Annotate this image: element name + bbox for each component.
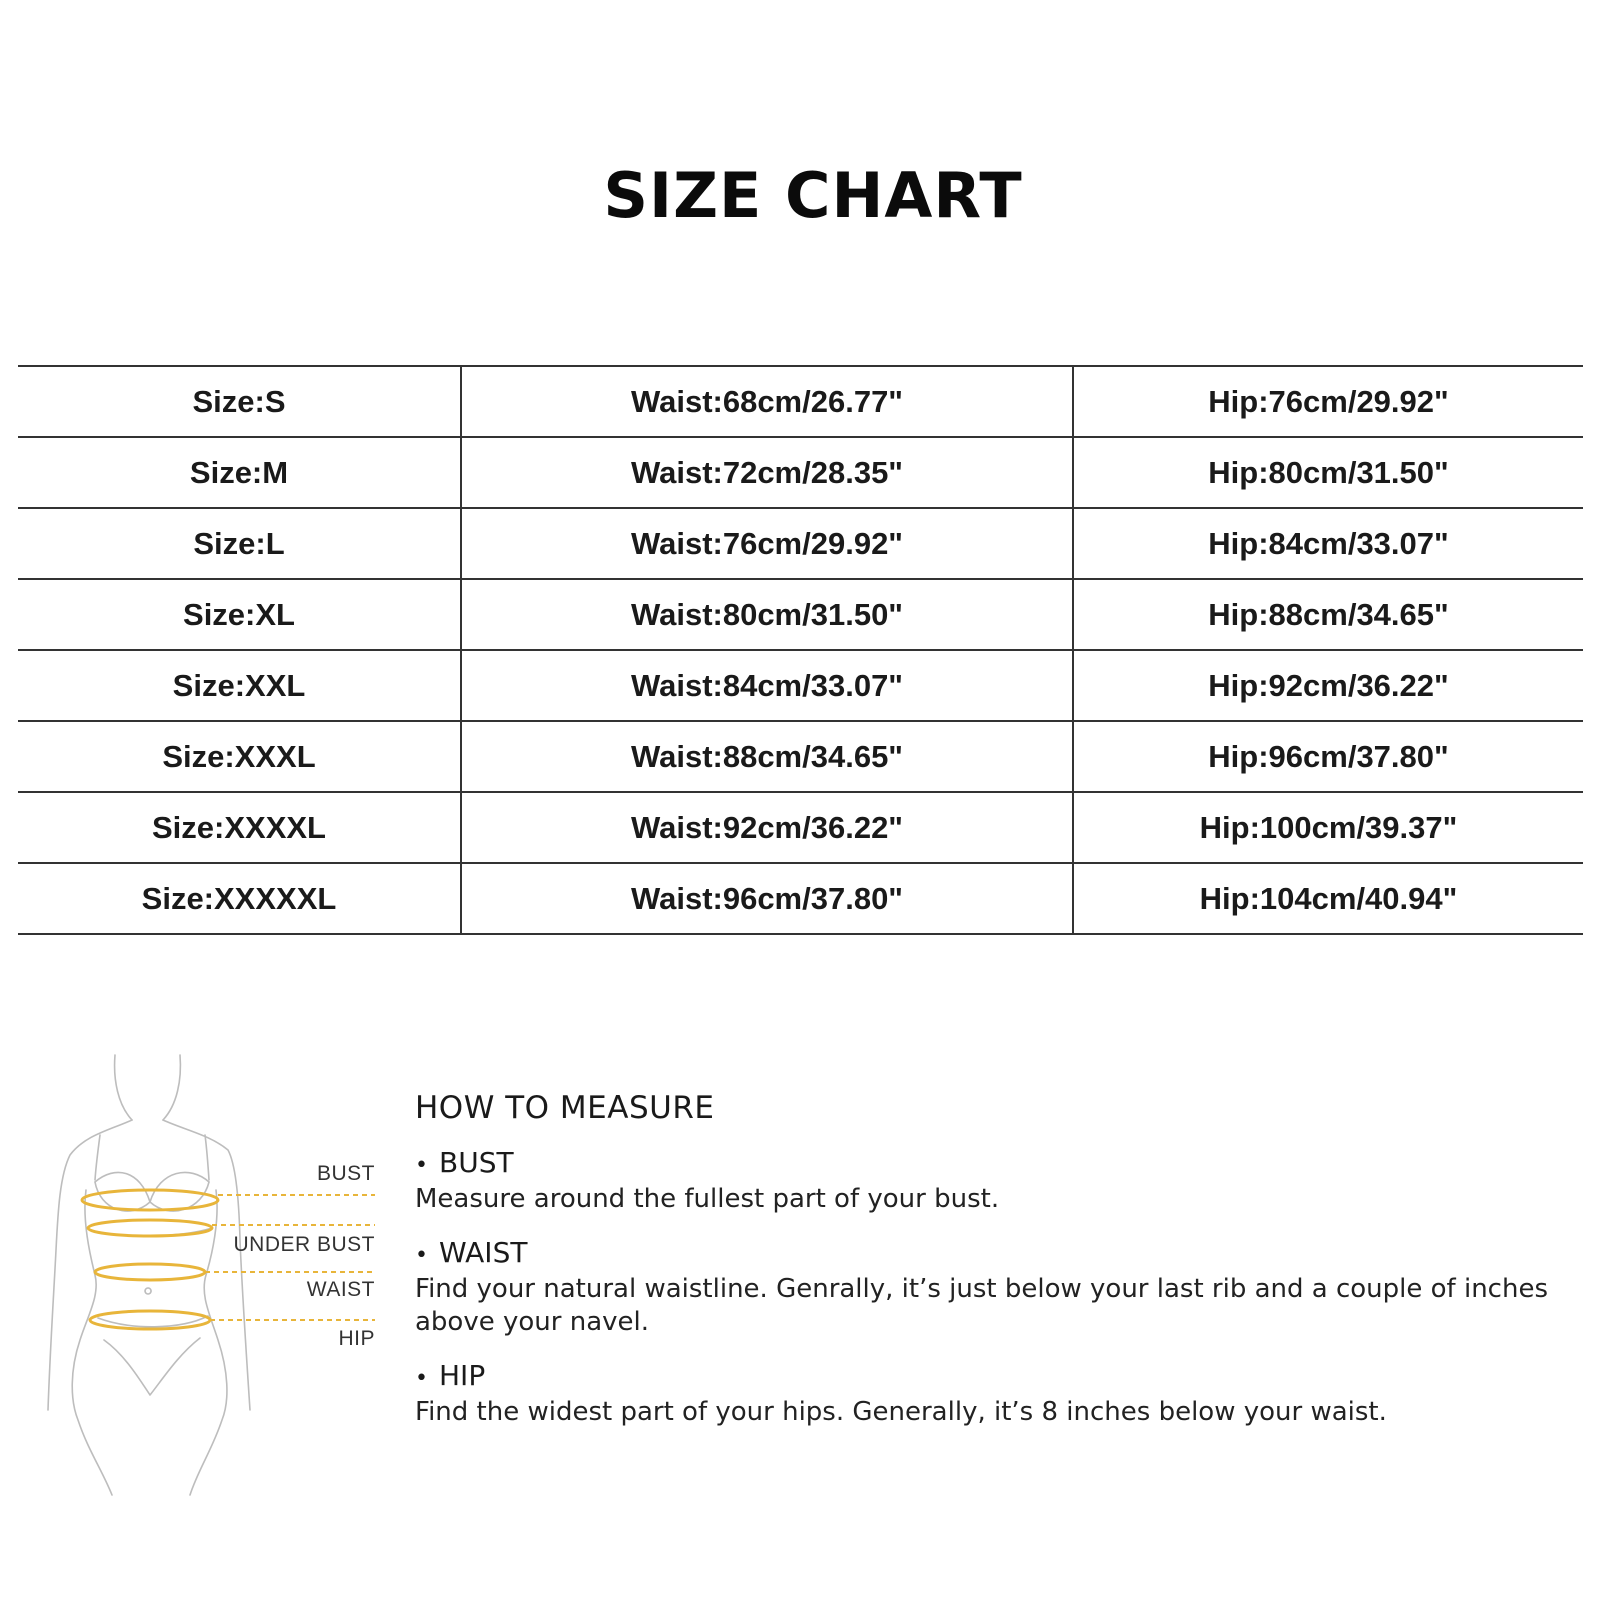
hip-cell: Hip:76cm/29.92" xyxy=(1073,366,1583,437)
bullet-icon: • xyxy=(415,1366,428,1391)
page-title: SIZE CHART xyxy=(603,159,1023,232)
size-cell: Size:XXXXXL xyxy=(18,863,461,934)
under-bust-label: UNDER BUST xyxy=(233,1233,375,1256)
size-cell: Size:XXL xyxy=(18,650,461,721)
hip-cell: Hip:88cm/34.65" xyxy=(1073,579,1583,650)
hip-cell: Hip:100cm/39.37" xyxy=(1073,792,1583,863)
measure-item-text: Find the widest part of your hips. Generally, it’s 8 inches below your waist. xyxy=(415,1397,1387,1427)
table-row xyxy=(18,437,1583,508)
table-row xyxy=(18,366,1583,437)
table-row xyxy=(18,650,1583,721)
bust-label: BUST xyxy=(316,1162,375,1185)
waist-cell: Waist:96cm/37.80" xyxy=(461,863,1073,934)
body-measurement-figure xyxy=(40,1050,400,1500)
measure-item-hip xyxy=(415,1359,1585,1429)
hip-cell: Hip:104cm/40.94" xyxy=(1073,863,1583,934)
measure-item-title: HIP xyxy=(439,1359,486,1392)
table-row xyxy=(18,792,1583,863)
size-cell: Size:S xyxy=(18,366,461,437)
bullet-icon: • xyxy=(415,1243,428,1268)
hip-cell: Hip:96cm/37.80" xyxy=(1073,721,1583,792)
waist-cell: Waist:80cm/31.50" xyxy=(461,579,1073,650)
body-silhouette-icon xyxy=(40,1050,400,1500)
size-cell: Size:XXXXL xyxy=(18,792,461,863)
size-cell: Size:M xyxy=(18,437,461,508)
hip-cell: Hip:84cm/33.07" xyxy=(1073,508,1583,579)
hip-cell: Hip:92cm/36.22" xyxy=(1073,650,1583,721)
table-row xyxy=(18,863,1583,934)
waist-cell: Waist:88cm/34.65" xyxy=(461,721,1073,792)
how-to-measure-heading: HOW TO MEASURE xyxy=(415,1090,715,1126)
waist-cell: Waist:68cm/26.77" xyxy=(461,366,1073,437)
measure-item-waist xyxy=(415,1236,1585,1339)
table-row xyxy=(18,508,1583,579)
measure-item-title: BUST xyxy=(439,1146,514,1179)
size-cell: Size:XXXL xyxy=(18,721,461,792)
waist-cell: Waist:84cm/33.07" xyxy=(461,650,1073,721)
size-cell: Size:XL xyxy=(18,579,461,650)
waist-cell: Waist:72cm/28.35" xyxy=(461,437,1073,508)
measure-item-text: Measure around the fullest part of your bust. xyxy=(415,1184,1000,1214)
table-row xyxy=(18,721,1583,792)
waist-cell: Waist:92cm/36.22" xyxy=(461,792,1073,863)
size-cell: Size:L xyxy=(18,508,461,579)
table-row xyxy=(18,579,1583,650)
measure-item-text: Find your natural waistline. Genrally, it’s just below your last rib and a couple of inches above your navel. xyxy=(415,1274,1548,1337)
hip-cell: Hip:80cm/31.50" xyxy=(1073,437,1583,508)
measure-item-bust xyxy=(415,1146,1585,1216)
measure-item-title: WAIST xyxy=(439,1236,528,1269)
how-to-measure xyxy=(415,1088,1585,1449)
waist-label: WAIST xyxy=(306,1278,375,1301)
waist-cell: Waist:76cm/29.92" xyxy=(461,508,1073,579)
bullet-icon: • xyxy=(415,1153,428,1178)
hip-label: HIP xyxy=(338,1327,375,1350)
size-table xyxy=(18,365,1583,935)
